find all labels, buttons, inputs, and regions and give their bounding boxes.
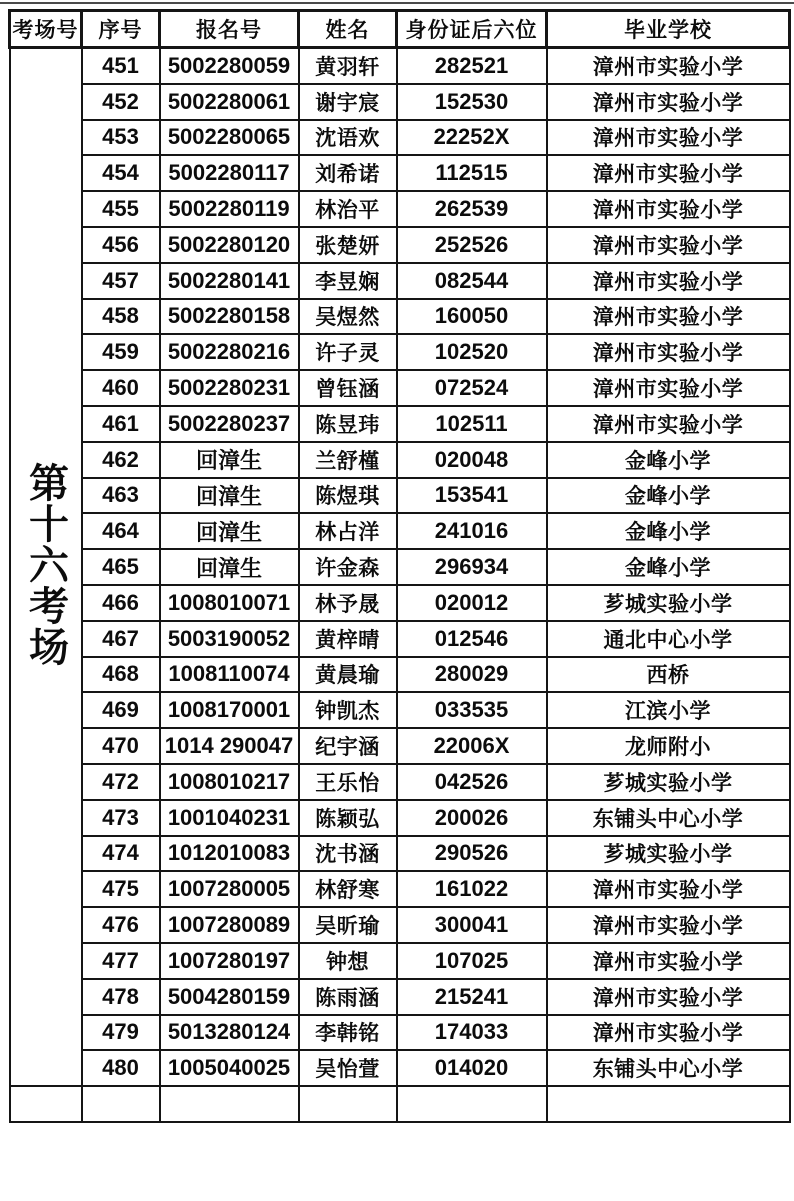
- empty-cell: [160, 1086, 299, 1122]
- name-cell: 张楚妍: [299, 227, 397, 263]
- regno-cell: 5002280158: [160, 299, 299, 335]
- name-cell: 林舒寒: [299, 871, 397, 907]
- school-cell: 漳州市实验小学: [547, 227, 790, 263]
- seq-cell: 454: [82, 155, 160, 191]
- seq-cell: 459: [82, 334, 160, 370]
- regno-cell: 5002280120: [160, 227, 299, 263]
- column-header-0: 考场号: [10, 11, 82, 48]
- empty-cell: [397, 1086, 547, 1122]
- column-header-5: 毕业学校: [547, 11, 790, 48]
- seq-cell: 466: [82, 585, 160, 621]
- table-row: [10, 871, 790, 907]
- school-cell: 漳州市实验小学: [547, 334, 790, 370]
- table-row: [10, 979, 790, 1015]
- seq-cell: 478: [82, 979, 160, 1015]
- name-cell: 许金森: [299, 549, 397, 585]
- table-row: [10, 585, 790, 621]
- page-top-rule: [0, 2, 794, 4]
- regno-cell: 回漳生: [160, 513, 299, 549]
- seq-cell: 474: [82, 836, 160, 872]
- name-cell: 吴煜然: [299, 299, 397, 335]
- table-row: [10, 621, 790, 657]
- table-row: [10, 728, 790, 764]
- id6-cell: 112515: [397, 155, 547, 191]
- school-cell: 江滨小学: [547, 692, 790, 728]
- column-header-2: 报名号: [160, 11, 299, 48]
- seq-cell: 457: [82, 263, 160, 299]
- table-row: [10, 334, 790, 370]
- school-cell: 漳州市实验小学: [547, 191, 790, 227]
- seq-cell: 468: [82, 657, 160, 693]
- table-row: [10, 84, 790, 120]
- empty-cell: [547, 1086, 790, 1122]
- school-cell: 漳州市实验小学: [547, 299, 790, 335]
- seq-cell: 461: [82, 406, 160, 442]
- header-row: [10, 11, 790, 48]
- name-cell: 吴昕瑜: [299, 907, 397, 943]
- id6-cell: 020012: [397, 585, 547, 621]
- table-row: [10, 836, 790, 872]
- id6-cell: 22252X: [397, 120, 547, 156]
- id6-cell: 102511: [397, 406, 547, 442]
- exam-roster-table: [8, 9, 791, 1123]
- school-cell: 芗城实验小学: [547, 585, 790, 621]
- id6-cell: 282521: [397, 48, 547, 84]
- seq-cell: 455: [82, 191, 160, 227]
- name-cell: 刘希诺: [299, 155, 397, 191]
- id6-cell: 020048: [397, 442, 547, 478]
- regno-cell: 回漳生: [160, 478, 299, 514]
- school-cell: 龙师附小: [547, 728, 790, 764]
- table-row: [10, 549, 790, 585]
- school-cell: 漳州市实验小学: [547, 263, 790, 299]
- name-cell: 黄羽轩: [299, 48, 397, 84]
- name-cell: 曾钰涵: [299, 370, 397, 406]
- table-row: [10, 120, 790, 156]
- table-row: [10, 442, 790, 478]
- name-cell: 沈语欢: [299, 120, 397, 156]
- id6-cell: 014020: [397, 1050, 547, 1086]
- id6-cell: 174033: [397, 1015, 547, 1051]
- regno-cell: 5002280237: [160, 406, 299, 442]
- table-row: [10, 907, 790, 943]
- id6-cell: 161022: [397, 871, 547, 907]
- seq-cell: 451: [82, 48, 160, 84]
- regno-cell: 1008010217: [160, 764, 299, 800]
- table-row: [10, 1015, 790, 1051]
- id6-cell: 252526: [397, 227, 547, 263]
- school-cell: 金峰小学: [547, 549, 790, 585]
- name-cell: 李韩铭: [299, 1015, 397, 1051]
- exam-room-label: 第十六考场: [23, 461, 68, 667]
- table-row: [10, 406, 790, 442]
- school-cell: 芗城实验小学: [547, 764, 790, 800]
- name-cell: 王乐怡: [299, 764, 397, 800]
- seq-cell: 479: [82, 1015, 160, 1051]
- id6-cell: 082544: [397, 263, 547, 299]
- school-cell: 东铺头中心小学: [547, 1050, 790, 1086]
- name-cell: 黄梓晴: [299, 621, 397, 657]
- table-row: [10, 513, 790, 549]
- id6-cell: 042526: [397, 764, 547, 800]
- regno-cell: 1005040025: [160, 1050, 299, 1086]
- seq-cell: 453: [82, 120, 160, 156]
- name-cell: 沈书涵: [299, 836, 397, 872]
- regno-cell: 5002280119: [160, 191, 299, 227]
- seq-cell: 472: [82, 764, 160, 800]
- table-body: [10, 48, 790, 1122]
- name-cell: 钟凯杰: [299, 692, 397, 728]
- regno-cell: 5002280059: [160, 48, 299, 84]
- seq-cell: 480: [82, 1050, 160, 1086]
- school-cell: 漳州市实验小学: [547, 84, 790, 120]
- id6-cell: 152530: [397, 84, 547, 120]
- seq-cell: 464: [82, 513, 160, 549]
- table-row: [10, 299, 790, 335]
- seq-cell: 463: [82, 478, 160, 514]
- table-header: [10, 11, 790, 48]
- id6-cell: 153541: [397, 478, 547, 514]
- regno-cell: 1001040231: [160, 800, 299, 836]
- id6-cell: 280029: [397, 657, 547, 693]
- table-row: [10, 943, 790, 979]
- id6-cell: 290526: [397, 836, 547, 872]
- regno-cell: 5002280065: [160, 120, 299, 156]
- id6-cell: 072524: [397, 370, 547, 406]
- id6-cell: 033535: [397, 692, 547, 728]
- seq-cell: 462: [82, 442, 160, 478]
- seq-cell: 475: [82, 871, 160, 907]
- regno-cell: 回漳生: [160, 442, 299, 478]
- name-cell: 陈雨涵: [299, 979, 397, 1015]
- regno-cell: 1014 290047: [160, 728, 299, 764]
- regno-cell: 1012010083: [160, 836, 299, 872]
- id6-cell: 22006X: [397, 728, 547, 764]
- school-cell: 芗城实验小学: [547, 836, 790, 872]
- regno-cell: 1008110074: [160, 657, 299, 693]
- name-cell: 林予晟: [299, 585, 397, 621]
- table-row: [10, 1050, 790, 1086]
- seq-cell: 465: [82, 549, 160, 585]
- seq-cell: 456: [82, 227, 160, 263]
- regno-cell: 5013280124: [160, 1015, 299, 1051]
- table-row: [10, 48, 790, 84]
- empty-cell: [82, 1086, 160, 1122]
- school-cell: 东铺头中心小学: [547, 800, 790, 836]
- school-cell: 通北中心小学: [547, 621, 790, 657]
- regno-cell: 5002280061: [160, 84, 299, 120]
- id6-cell: 012546: [397, 621, 547, 657]
- school-cell: 漳州市实验小学: [547, 370, 790, 406]
- school-cell: 金峰小学: [547, 513, 790, 549]
- empty-cell: [299, 1086, 397, 1122]
- table-row: [10, 263, 790, 299]
- table-row: [10, 370, 790, 406]
- school-cell: 漳州市实验小学: [547, 943, 790, 979]
- table-row: [10, 657, 790, 693]
- table-row: [10, 692, 790, 728]
- regno-cell: 5004280159: [160, 979, 299, 1015]
- regno-cell: 1008170001: [160, 692, 299, 728]
- id6-cell: 296934: [397, 549, 547, 585]
- school-cell: 漳州市实验小学: [547, 907, 790, 943]
- empty-cell: [10, 1086, 82, 1122]
- id6-cell: 262539: [397, 191, 547, 227]
- school-cell: 漳州市实验小学: [547, 48, 790, 84]
- table-row: [10, 155, 790, 191]
- exam-room-cell: [10, 48, 82, 1087]
- name-cell: 吴怡萱: [299, 1050, 397, 1086]
- name-cell: 许子灵: [299, 334, 397, 370]
- regno-cell: 1007280005: [160, 871, 299, 907]
- seq-cell: 460: [82, 370, 160, 406]
- name-cell: 纪宇涵: [299, 728, 397, 764]
- table-row: [10, 800, 790, 836]
- seq-cell: 452: [82, 84, 160, 120]
- empty-row: [10, 1086, 790, 1122]
- name-cell: 兰舒槿: [299, 442, 397, 478]
- column-header-3: 姓名: [299, 11, 397, 48]
- school-cell: 漳州市实验小学: [547, 979, 790, 1015]
- school-cell: 金峰小学: [547, 442, 790, 478]
- school-cell: 漳州市实验小学: [547, 155, 790, 191]
- id6-cell: 107025: [397, 943, 547, 979]
- column-header-1: 序号: [82, 11, 160, 48]
- seq-cell: 477: [82, 943, 160, 979]
- regno-cell: 1007280089: [160, 907, 299, 943]
- regno-cell: 5003190052: [160, 621, 299, 657]
- name-cell: 钟想: [299, 943, 397, 979]
- regno-cell: 5002280231: [160, 370, 299, 406]
- regno-cell: 5002280117: [160, 155, 299, 191]
- seq-cell: 476: [82, 907, 160, 943]
- school-cell: 西桥: [547, 657, 790, 693]
- seq-cell: 470: [82, 728, 160, 764]
- regno-cell: 1008010071: [160, 585, 299, 621]
- name-cell: 李昱娴: [299, 263, 397, 299]
- id6-cell: 241016: [397, 513, 547, 549]
- regno-cell: 5002280141: [160, 263, 299, 299]
- school-cell: 漳州市实验小学: [547, 120, 790, 156]
- regno-cell: 5002280216: [160, 334, 299, 370]
- name-cell: 谢宇宸: [299, 84, 397, 120]
- school-cell: 金峰小学: [547, 478, 790, 514]
- table-row: [10, 227, 790, 263]
- regno-cell: 1007280197: [160, 943, 299, 979]
- name-cell: 林占洋: [299, 513, 397, 549]
- id6-cell: 102520: [397, 334, 547, 370]
- id6-cell: 215241: [397, 979, 547, 1015]
- table-row: [10, 764, 790, 800]
- name-cell: 陈昱玮: [299, 406, 397, 442]
- name-cell: 陈煜琪: [299, 478, 397, 514]
- table-row: [10, 478, 790, 514]
- table-row: [10, 191, 790, 227]
- school-cell: 漳州市实验小学: [547, 1015, 790, 1051]
- school-cell: 漳州市实验小学: [547, 871, 790, 907]
- id6-cell: 300041: [397, 907, 547, 943]
- school-cell: 漳州市实验小学: [547, 406, 790, 442]
- regno-cell: 回漳生: [160, 549, 299, 585]
- seq-cell: 467: [82, 621, 160, 657]
- name-cell: 黄晨瑜: [299, 657, 397, 693]
- name-cell: 林治平: [299, 191, 397, 227]
- id6-cell: 200026: [397, 800, 547, 836]
- seq-cell: 473: [82, 800, 160, 836]
- seq-cell: 469: [82, 692, 160, 728]
- column-header-4: 身份证后六位: [397, 11, 547, 48]
- seq-cell: 458: [82, 299, 160, 335]
- name-cell: 陈颖弘: [299, 800, 397, 836]
- id6-cell: 160050: [397, 299, 547, 335]
